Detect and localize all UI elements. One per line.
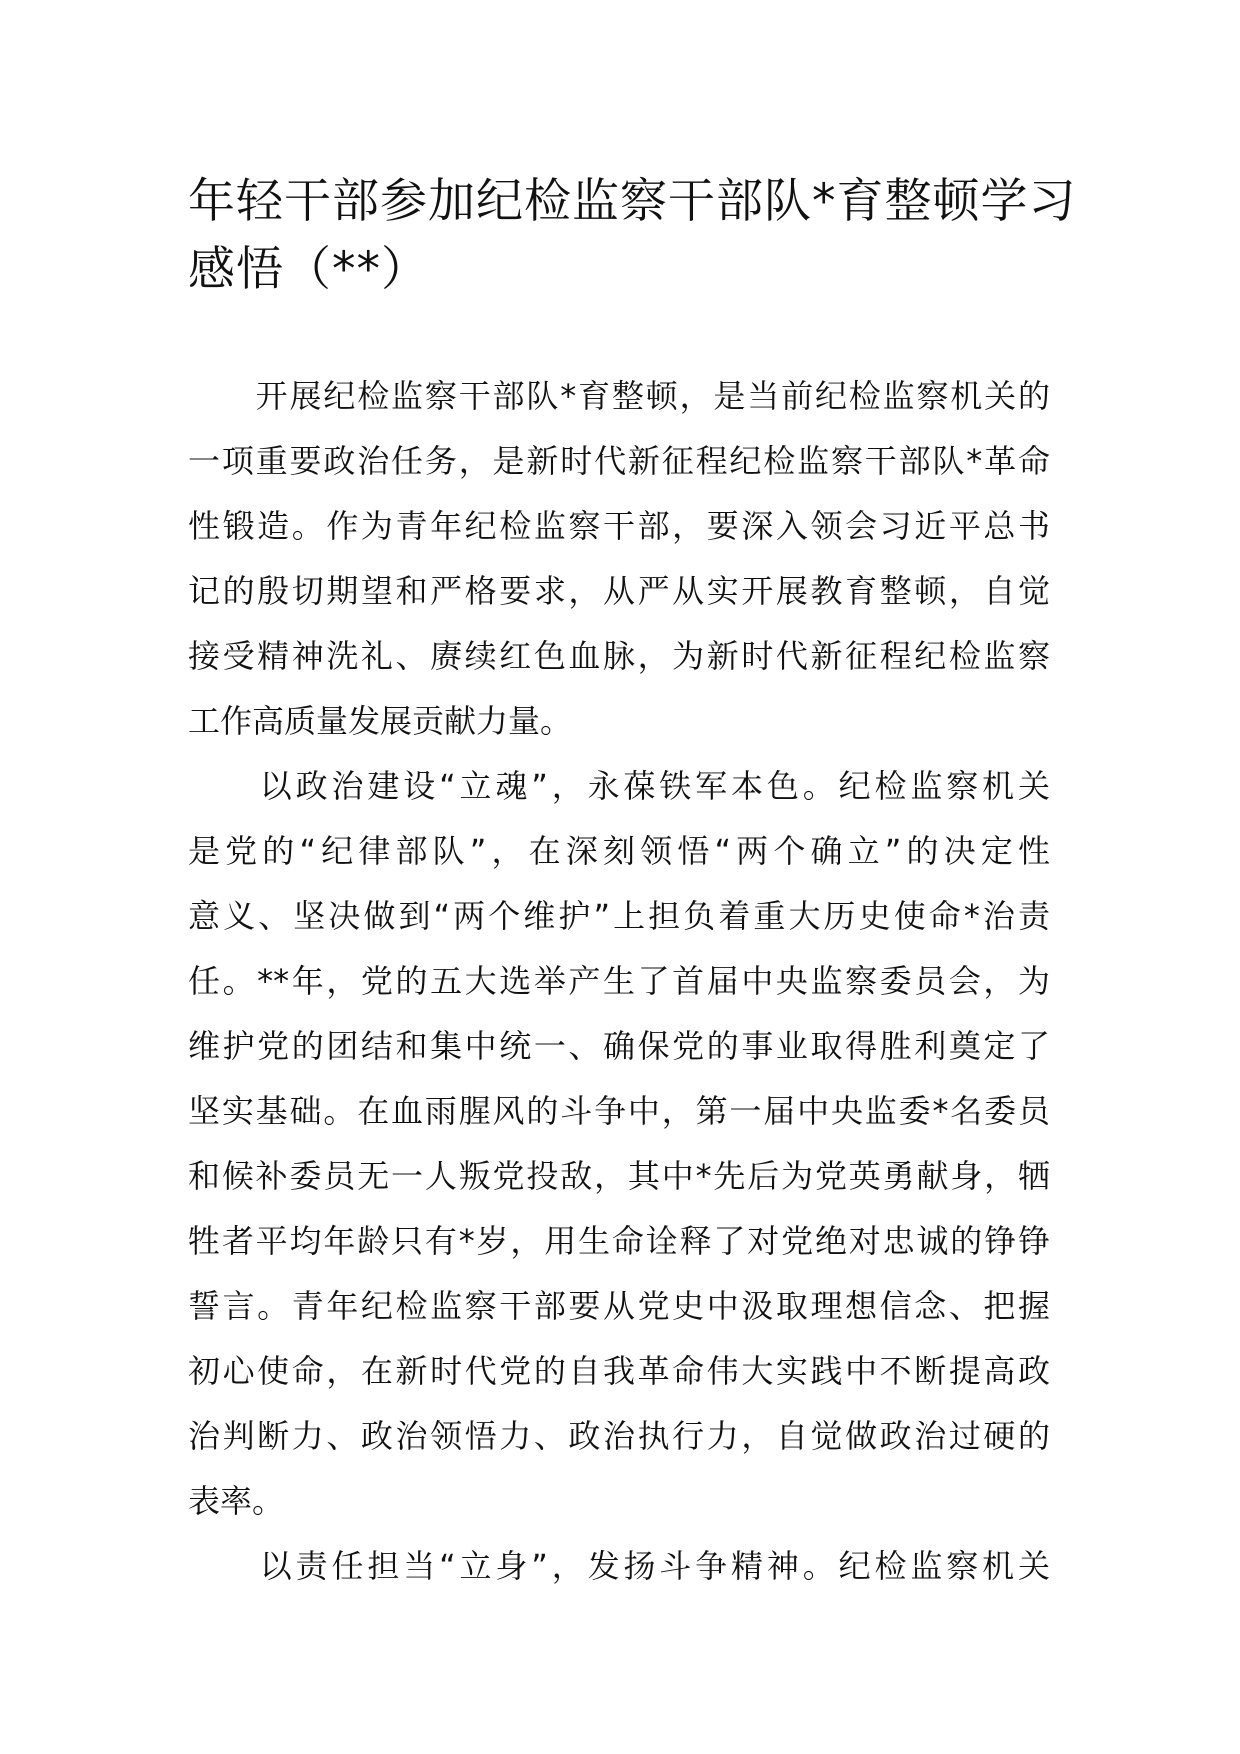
text-line: 以政治建设“立魂”，永葆铁军本色。纪检监察机关 [188,767,1050,805]
paragraph [188,364,1058,754]
text-line: 记的殷切期望和严格要求，从严从实开展教育整顿，自觉 [188,572,1050,610]
text-line: 工作高质量发展贡献力量。 [188,702,573,740]
text-line: 开展纪检监察干部队*育整顿，是当前纪检监察机关的 [188,377,1050,415]
text-line: 一项重要政治任务，是新时代新征程纪检监察干部队*革命 [188,442,1050,480]
text-line: 以责任担当“立身”，发扬斗争精神。纪检监察机关 [188,1547,1050,1585]
document-body [188,364,1058,1599]
paragraph [188,754,1058,1534]
text-line: 治判断力、政治领悟力、政治执行力，自觉做政治过硬的 [188,1417,1050,1455]
text-line: 维护党的团结和集中统一、确保党的事业取得胜利奠定了 [188,1027,1050,1065]
title-line: 年轻干部参加纪检监察干部队*育整顿学习 [188,174,1077,229]
text-line: 和候补委员无一人叛党投敌，其中*先后为党英勇献身，牺 [188,1157,1050,1195]
text-line: 任。**年，党的五大选举产生了首届中央监察委员会，为 [188,962,1050,1000]
document-title [188,168,1077,304]
text-line: 意义、坚决做到“两个维护”上担负着重大历史使命*治责 [188,897,1050,935]
text-line: 是党的“纪律部队”，在深刻领悟“两个确立”的决定性 [188,832,1050,870]
text-line: 性锻造。作为青年纪检监察干部，要深入领会习近平总书 [188,507,1050,545]
title-line: 感悟（**） [188,242,429,297]
text-line: 接受精神洗礼、赓续红色血脉，为新时代新征程纪检监察 [188,637,1050,675]
paragraph [188,1534,1058,1599]
text-line: 誓言。青年纪检监察干部要从党史中汲取理想信念、把握 [188,1287,1050,1325]
text-line: 牲者平均年龄只有*岁，用生命诠释了对党绝对忠诚的铮铮 [188,1222,1050,1260]
text-line: 坚实基础。在血雨腥风的斗争中，第一届中央监委*名委员 [188,1092,1050,1130]
text-line: 初心使命，在新时代党的自我革命伟大实践中不断提高政 [188,1352,1050,1390]
text-line: 表率。 [188,1482,285,1520]
